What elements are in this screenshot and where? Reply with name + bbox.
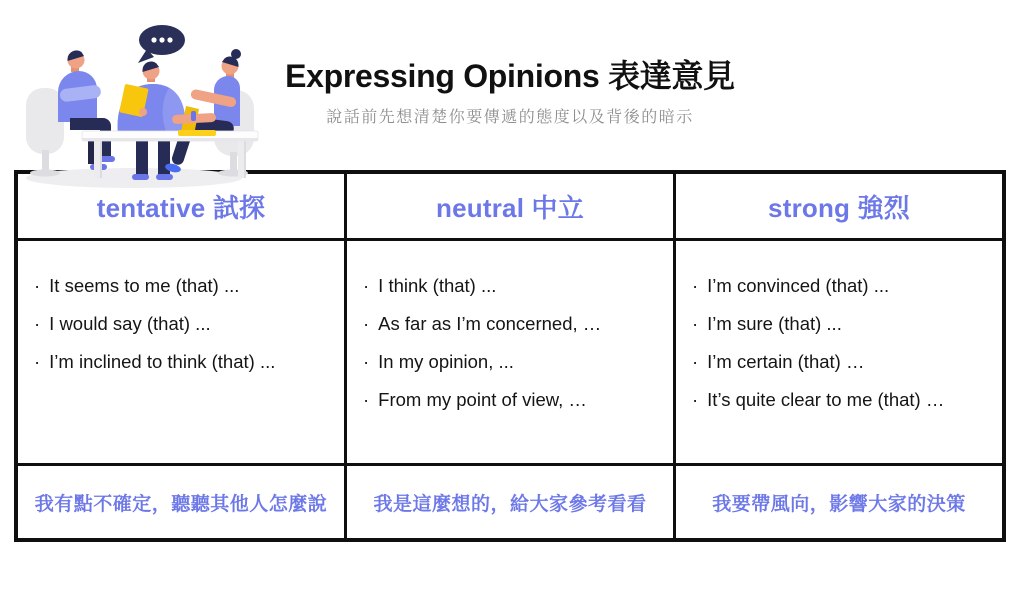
- opinions-table: [14, 170, 1006, 542]
- phrase-item: · I’m sure (that) ...: [692, 305, 996, 343]
- phrase-item: · I’m convinced (that) ...: [692, 267, 996, 305]
- column-header-neutral: neutral 中立: [347, 174, 673, 238]
- bullet-dot: ·: [692, 351, 699, 372]
- page-subtitle: 說話前先想清楚你要傳遞的態度以及背後的暗示: [326, 109, 694, 126]
- phrase-list: [18, 241, 344, 381]
- page-title: Expressing Opinions 表達意見: [285, 58, 735, 94]
- phrases-cell-neutral: [347, 241, 673, 463]
- phrase-item: · In my opinion, ...: [363, 343, 667, 381]
- phrase-item: · From my point of view, …: [363, 381, 667, 419]
- speech-bubble-icon: [138, 25, 185, 63]
- bullet-dot: ·: [692, 275, 699, 296]
- summary-cell-tentative: 我有點不確定，聽聽其他人怎麼說: [18, 466, 344, 538]
- title-block: [240, 58, 780, 127]
- bullet-dot: ·: [363, 351, 370, 372]
- phrase-list: [676, 241, 1002, 419]
- phrase-item: · It’s quite clear to me (that) …: [692, 381, 996, 419]
- bullet-dot: ·: [363, 275, 370, 296]
- column-header-strong: strong 強烈: [676, 174, 1002, 238]
- bullet-dot: ·: [692, 313, 699, 334]
- bullet-dot: ·: [692, 389, 699, 410]
- phrase-item: · I’m certain (that) …: [692, 343, 996, 381]
- phrase-item: · It seems to me (that) ...: [34, 267, 338, 305]
- summary-cell-strong: 我要帶風向，影響大家的決策: [676, 466, 1002, 538]
- phrase-item: · I’m inclined to think (that) ...: [34, 343, 338, 381]
- bullet-dot: ·: [363, 313, 370, 334]
- phrases-cell-tentative: [18, 241, 344, 463]
- meeting-illustration: [10, 14, 262, 192]
- bullet-dot: ·: [34, 313, 41, 334]
- phrase-item: · I would say (that) ...: [34, 305, 338, 343]
- phrases-cell-strong: [676, 241, 1002, 463]
- phrase-list: [347, 241, 673, 419]
- summary-cell-neutral: 我是這麼想的，給大家參考看看: [347, 466, 673, 538]
- bullet-dot: ·: [34, 351, 41, 372]
- bullet-dot: ·: [363, 389, 370, 410]
- phrase-item: · I think (that) ...: [363, 267, 667, 305]
- bullet-dot: ·: [34, 275, 41, 296]
- person-left: [58, 50, 115, 170]
- column-header-tentative: tentative 試探: [18, 174, 344, 238]
- phrase-item: · As far as I’m concerned, …: [363, 305, 667, 343]
